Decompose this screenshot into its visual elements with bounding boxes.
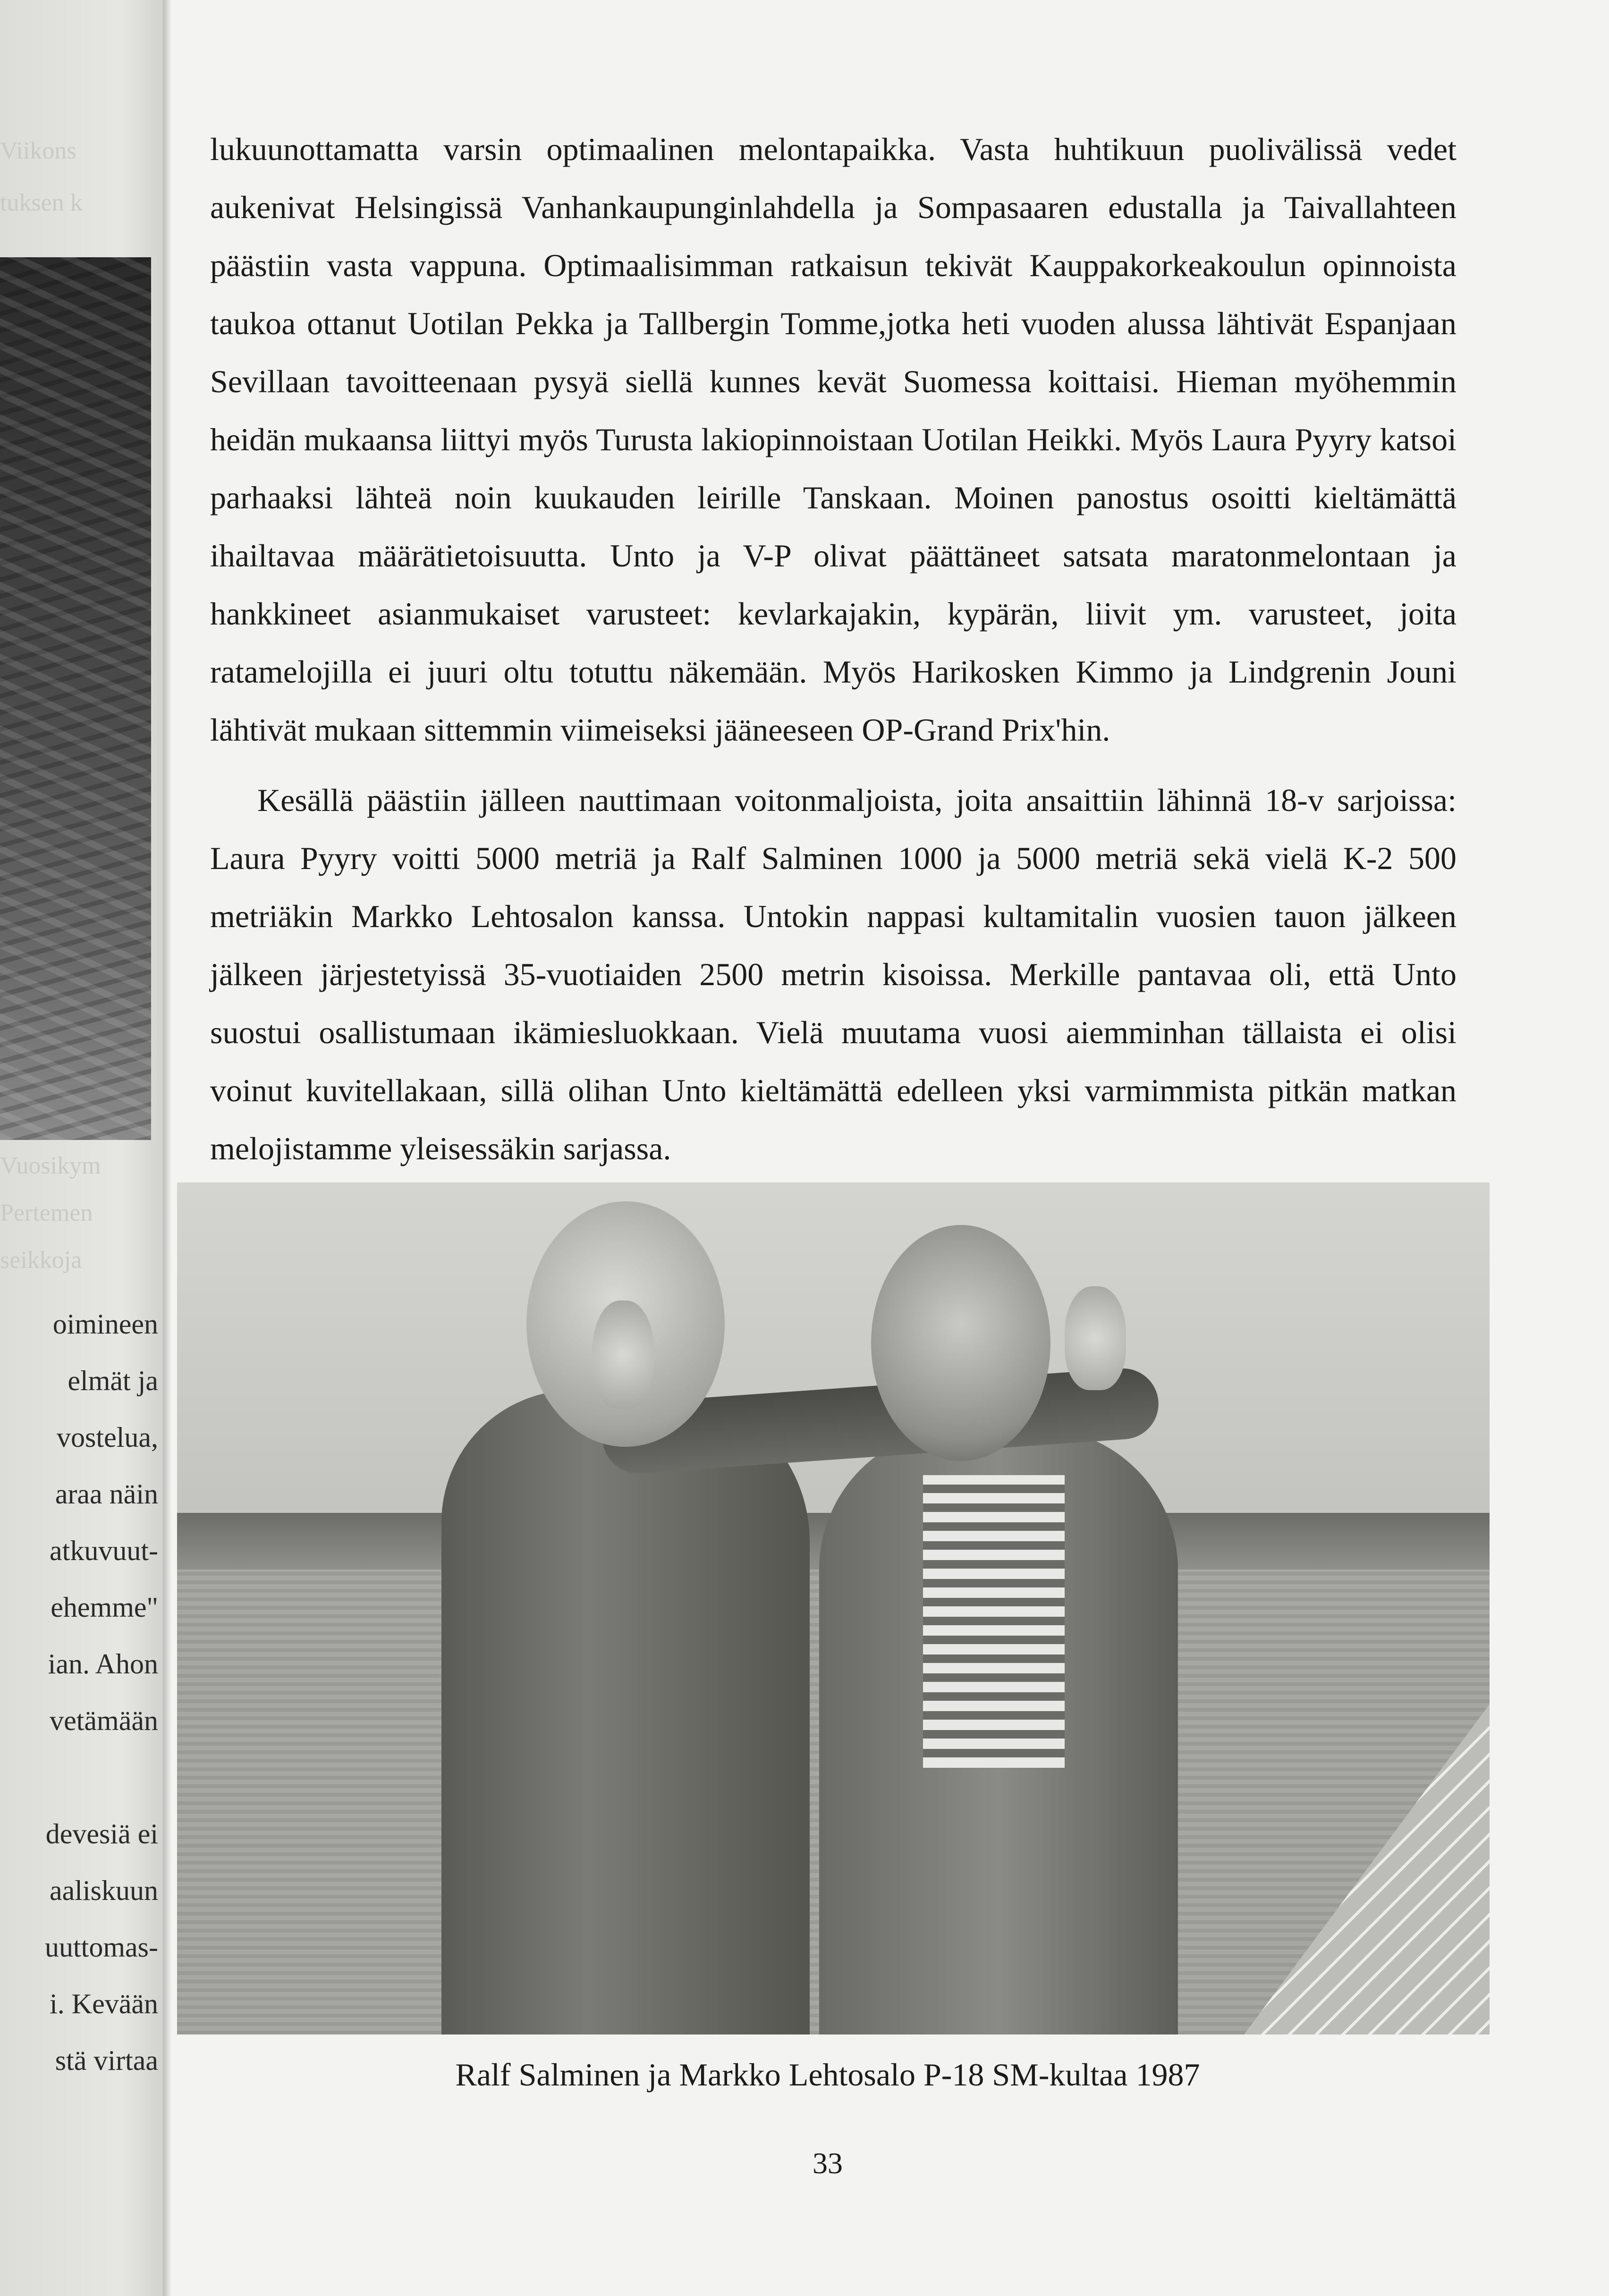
previous-page-line: oimineen: [52, 1308, 158, 1340]
photograph: [177, 1182, 1490, 2034]
previous-page-line: ian. Ahon: [48, 1648, 158, 1680]
victory-sign-hand: [1065, 1286, 1126, 1390]
faded-text: Vuosikym: [0, 1152, 101, 1179]
previous-page-line: vetämään: [50, 1705, 158, 1736]
page-number: 33: [813, 2146, 843, 2180]
previous-page-line: elmät ja: [68, 1365, 158, 1396]
body-text: [210, 120, 1457, 1178]
previous-page-line: vostelua,: [57, 1422, 158, 1453]
victory-sign-hand: [593, 1300, 654, 1409]
previous-page-line: ehemme": [51, 1592, 158, 1623]
previous-page: [0, 0, 163, 2296]
book-gutter: [163, 0, 171, 2296]
previous-page-line: aaliskuun: [50, 1875, 158, 1906]
person-left-body: [441, 1390, 810, 2034]
previous-page-line: devesiä ei: [45, 1818, 158, 1849]
previous-page-line: uuttomas-: [45, 1932, 158, 1963]
previous-page-line: i. Kevään: [50, 1988, 158, 2019]
photo-caption: Ralf Salminen ja Markko Lehtosalo P-18 SM-kultaa 1987: [455, 2057, 1200, 2093]
previous-page-line: stä virtaa: [55, 2045, 158, 2076]
faded-text: seikkoja: [0, 1247, 82, 1274]
paragraph: lukuunottamatta varsin optimaalinen melontapaikka. Vasta huhtikuun puolivälissä vedet aukenivat Helsingissä Vanhankaupunginlahdella ja Sompasaaren edustalla ja Taivallahteen päästiin vasta vappuna. Optimaalisimman ratkaisun tekivät Kauppakorkeakoulun opinnoista taukoa ottanut Uotilan Pekka ja Tallbergin Tomme,jotka heti vuoden alussa lähtivät Espanjaan Sevillaan tavoitteenaan pysyä siellä kunnes kevät Suomessa koittaisi. Hieman myöhemmin heidän mukaansa liittyi myös Turusta lakiopinnoistaan Uotilan Heikki. Myös Laura Pyyry katsoi parhaaksi lähteä noin kuukauden leirille Tanskaan. Moinen panostus osoitti kieltämättä ihailtavaa määrätietoisuutta. Unto ja V-P olivat päättäneet satsata maratonmelontaan ja hankkineet asianmukaiset varusteet: kevlarkajakin, kypärän, liivit ym. varusteet, joita ratamelojilla ei juuri oltu totuttu näkemään. Myös Harikosken Kimmo ja Lindgrenin Jouni lähtivät mukaan sittemmin viimeiseksi jääneeseen OP-Grand Prix'hin.: [210, 131, 1457, 748]
book-page: [171, 0, 1609, 2296]
photo-sky: [177, 1182, 1490, 1541]
previous-page-line: araa näin: [55, 1478, 158, 1510]
paragraph: Kesällä päästiin jälleen nauttimaan voitonmaljoista, joita ansaittiin lähinnä 18-v sarjoissa: Laura Pyyry voitti 5000 metriä ja Ralf Salminen 1000 ja 5000 metriä sekä vielä K-2 500 metriäkin Markko Lehtosalon kanssa. Untokin nappasi kultamitalin vuosien tauon jälkeen jälkeen järjestetyissä 35-vuotiaiden 2500 metrin kisoissa. Merkille pantavaa oli, että Unto suostui osallistumaan ikämiesluokkaan. Vielä muutama vuosi aiemminhan tällaista ei olisi voinut kuvitellakaan, sillä olihan Unto kieltämättä edelleen yksi varmimmista pitkän matkan melojistamme yleisessäkin sarjassa.: [210, 782, 1457, 1166]
faded-text: Pertemen: [0, 1199, 93, 1226]
previous-page-line: [0, 1749, 163, 1806]
previous-page-photo: [0, 257, 151, 1140]
previous-page-text: [0, 1296, 163, 2089]
faded-text: Viikons: [0, 137, 76, 164]
striped-shirt: [923, 1475, 1065, 1768]
person-right-head: [871, 1225, 1050, 1461]
previous-page-line: atkuvuut-: [50, 1535, 158, 1566]
faded-text: tuksen k: [0, 189, 83, 216]
